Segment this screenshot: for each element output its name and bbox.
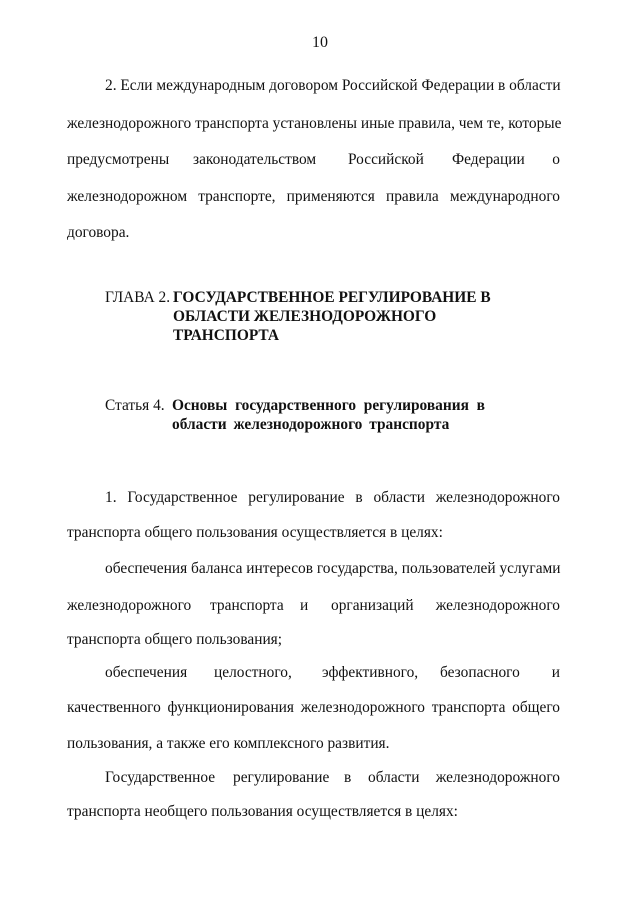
article-label: Статья 4. (105, 397, 165, 414)
article-title-line-1: Основы государственного регулирования в (172, 397, 485, 414)
body-p2-line-1: обеспечения баланса интересов государства, пользователей услугами (105, 560, 561, 577)
word: организаций (331, 597, 414, 614)
paragraph-2-line-4: железнодорожном транспорте, применяются правила международного (67, 188, 560, 205)
word: безопасного (440, 664, 520, 681)
word: и (300, 597, 309, 614)
word: эффективного, (322, 664, 419, 681)
word: железнодорожного (435, 769, 560, 786)
body-p1-line-1: 1. Государственное регулирование в области железнодорожного (105, 489, 560, 506)
paragraph-2-line-1: 2. Если международным договором Российской Федерации в области (105, 77, 561, 94)
word: транспорта (210, 597, 284, 614)
word: целостного, (214, 664, 292, 681)
page-number: 10 (312, 34, 328, 51)
word: регулирование (233, 769, 330, 786)
word: железнодорожного (67, 597, 192, 614)
word: области (368, 769, 420, 786)
body-p2-line-3: транспорта общего пользования; (67, 631, 283, 648)
paragraph-2-line-5: договора. (67, 224, 130, 241)
chapter-title-line-3: ТРАНСПОРТА (173, 327, 280, 344)
body-p3-line-2: качественного функционирования железнодорожного транспорта общего (67, 699, 560, 716)
word: обеспечения (105, 664, 188, 681)
word: законодательством (193, 151, 317, 168)
word: и (551, 664, 560, 681)
article-title-line-2: области железнодорожного транспорта (172, 416, 450, 433)
word: предусмотрены (67, 151, 170, 168)
chapter-title-line-1: ГОСУДАРСТВЕННОЕ РЕГУЛИРОВАНИЕ В (173, 289, 491, 306)
word: Федерации (452, 151, 525, 168)
word: Государственное (105, 769, 216, 786)
body-p1-line-2: транспорта общего пользования осуществляется в целях: (67, 524, 443, 541)
word: в (344, 769, 352, 786)
word: Российской (348, 151, 424, 168)
word: железнодорожного (435, 597, 560, 614)
body-p3-line-3: пользования, а также его комплексного развития. (67, 735, 390, 752)
chapter-title-line-2: ОБЛАСТИ ЖЕЛЕЗНОДОРОЖНОГО (173, 308, 437, 325)
body-p4-line-2: транспорта необщего пользования осуществляется в целях: (67, 803, 458, 820)
paragraph-2-line-2: железнодорожного транспорта установлены иные правила, чем те, которые (67, 115, 562, 132)
word: о (552, 151, 560, 168)
chapter-label: ГЛАВА 2. (105, 289, 171, 306)
